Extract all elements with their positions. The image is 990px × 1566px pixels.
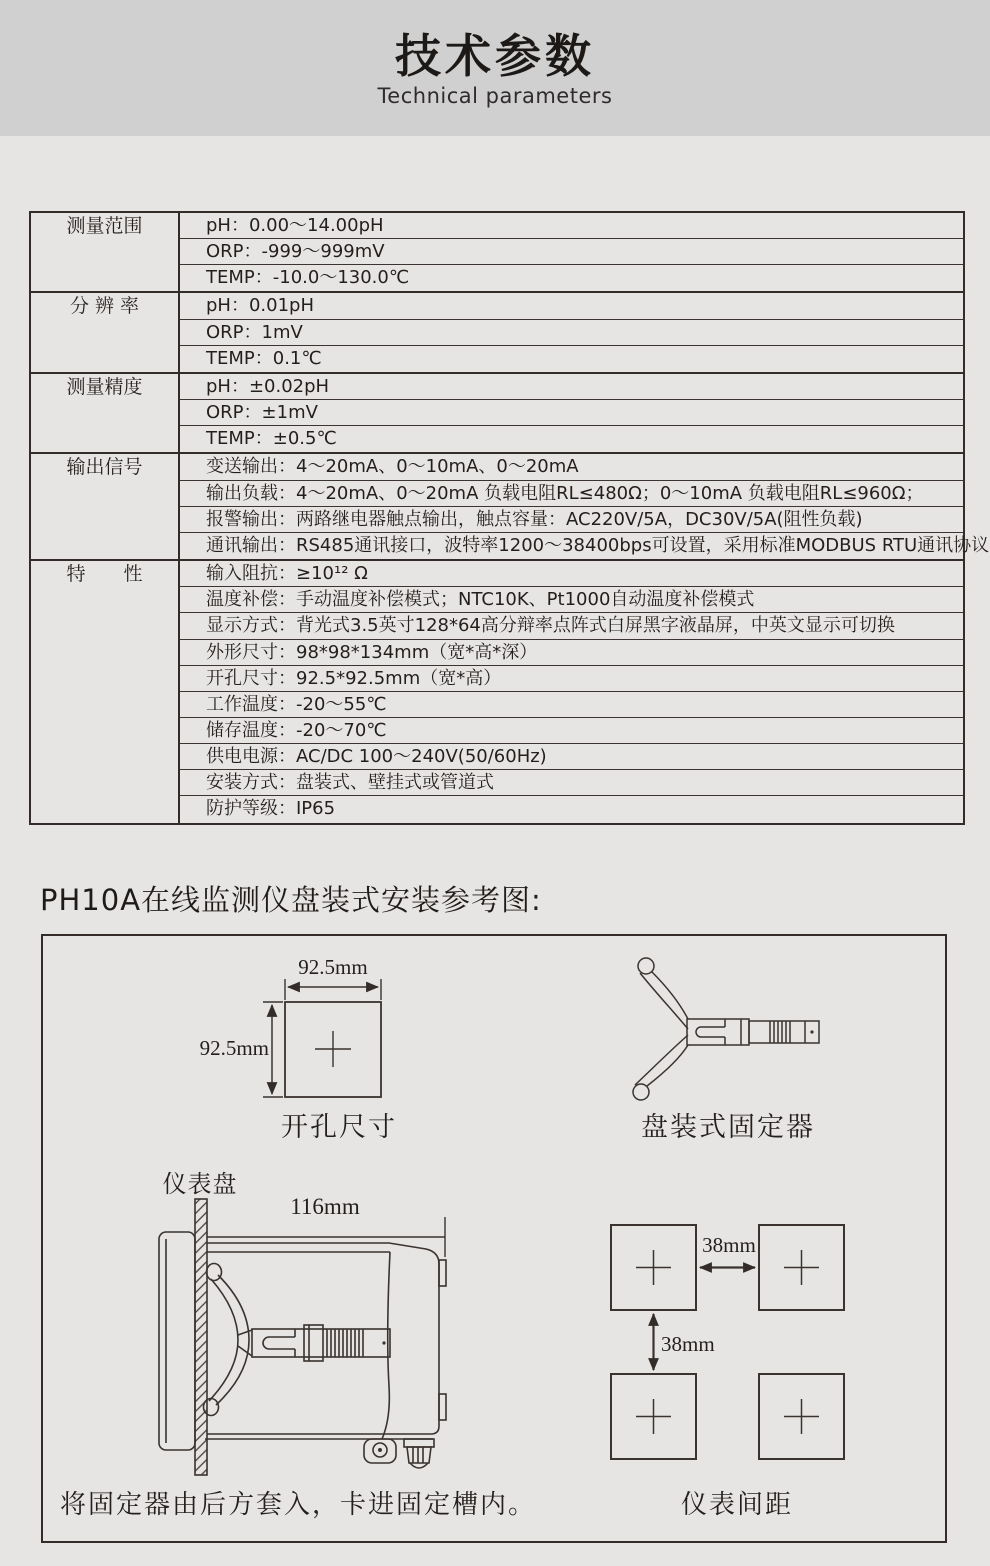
spec-row: pH：±0.02pH <box>180 374 963 400</box>
spec-row: 温度补偿：手动温度补偿模式；NTC10K、Pt1000自动温度补偿模式 <box>180 587 963 613</box>
spec-row: TEMP：±0.5℃ <box>206 428 337 450</box>
spec-group-measure-range <box>31 213 963 293</box>
spec-group-output-signal <box>31 454 990 561</box>
spec-group-resolution <box>31 293 963 373</box>
cutout-square-diagram <box>263 979 381 1097</box>
group-label: 测量范围 <box>31 213 180 291</box>
spec-row: 输入阻抗：≥10¹² Ω <box>180 561 963 587</box>
installation-diagram-box <box>41 934 947 1543</box>
v-spacing-label: 38mm <box>661 1332 715 1356</box>
crosshair-icon <box>315 1031 351 1067</box>
crosshair-icon <box>636 1399 671 1434</box>
spec-row: 安装方式：盘装式、壁挂式或管道式 <box>180 770 963 796</box>
section-title: PH10A在线监测仪盘装式安装参考图: <box>40 883 542 917</box>
cutout-height-label: 92.5mm <box>199 1036 269 1060</box>
group-label: 输出信号 <box>31 454 180 559</box>
spec-row: 开孔尺寸：92.5*92.5mm（宽*高） <box>180 666 963 692</box>
panel-label: 仪表盘 <box>162 1170 238 1198</box>
cable-gland <box>404 1439 434 1447</box>
cutout-width-label: 92.5mm <box>298 955 368 979</box>
panel-fixer-diagram <box>633 958 819 1100</box>
spec-row: 工作温度：-20～55℃ <box>180 692 963 718</box>
page-title: 技术参数 <box>395 29 595 83</box>
spec-row: pH：0.01pH <box>180 293 963 319</box>
spec-row: ORP：1mV <box>180 320 963 346</box>
group-rows <box>180 293 963 371</box>
group-label: 测量精度 <box>31 374 180 452</box>
crosshair-icon <box>784 1399 819 1434</box>
group-rows <box>180 374 963 452</box>
spec-row: 报警输出：两路继电器触点输出，触点容量：AC220V/5A，DC30V/5A(阻性负载) <box>180 507 963 533</box>
spec-row: 防护等级：IP65 <box>206 798 336 820</box>
fixer-shaft <box>252 1329 390 1357</box>
depth-dimension-line <box>207 1217 445 1257</box>
spec-row: ORP：±1mV <box>180 400 963 426</box>
crosshair-icon <box>636 1250 671 1285</box>
spacing-caption: 仪表间距 <box>680 1490 794 1520</box>
crosshair-icon <box>784 1250 819 1285</box>
fixer-caption: 盘装式固定器 <box>641 1112 815 1143</box>
group-rows <box>180 454 990 559</box>
spec-row: pH：0.00～14.00pH <box>180 213 963 239</box>
group-label: 分 辨 率 <box>31 293 180 371</box>
spec-group-characteristics <box>31 561 963 823</box>
spec-group-accuracy <box>31 374 963 454</box>
side-view-diagram <box>159 1199 446 1475</box>
fixer-handle <box>209 1275 249 1405</box>
panel-hatch-strip <box>195 1199 207 1475</box>
spec-row: 变送输出：4～20mA、0～10mA、0～20mA <box>180 454 963 480</box>
spec-row: TEMP：-10.0～130.0℃ <box>206 267 410 289</box>
spec-row: 输出负载：4～20mA、0～20mA 负载电阻RL≤480Ω；0～10mA 负载电阻RL≤960Ω； <box>180 481 963 507</box>
spec-row: 通讯输出：RS485通讯接口，波特率1200～38400bps可设置，采用标准MODBUS RTU通讯协议 <box>206 534 990 556</box>
group-rows <box>180 561 963 823</box>
spec-row: ORP：-999～999mV <box>180 239 963 265</box>
spacing-grid-diagram <box>611 1225 844 1459</box>
installation-diagram-drawing <box>43 936 945 1541</box>
page-subtitle: Technical parameters <box>377 84 613 108</box>
front-bezel <box>159 1232 195 1450</box>
depth-dimension-label: 116mm <box>290 1194 360 1219</box>
group-label: 特 性 <box>31 561 180 823</box>
group-rows <box>180 213 963 291</box>
spec-row: TEMP：0.1℃ <box>206 347 322 369</box>
h-spacing-label: 38mm <box>702 1233 756 1257</box>
spec-row: 外形尺寸：98*98*134mm（宽*高*深） <box>180 640 963 666</box>
header-band <box>0 0 990 136</box>
spec-row: 供电电源：AC/DC 100～240V(50/60Hz) <box>180 744 963 770</box>
spec-row: 显示方式：背光式3.5英寸128*64高分辩率点阵式白屏黑字液晶屏，中英文显示可切换 <box>180 613 963 639</box>
cutout-caption: 开孔尺寸 <box>281 1112 397 1143</box>
spec-row: 储存温度：-20～70℃ <box>180 718 963 744</box>
side-view-caption: 将固定器由后方套入，卡进固定槽内。 <box>59 1490 537 1520</box>
spec-table <box>29 211 990 825</box>
